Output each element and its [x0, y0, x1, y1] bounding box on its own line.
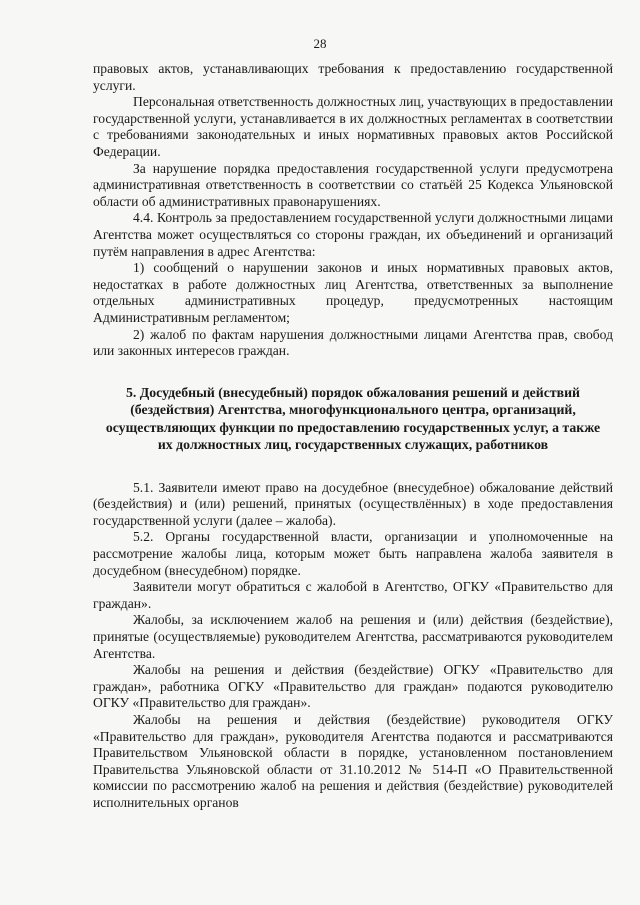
document-body — [93, 61, 613, 812]
paragraph-4-4: 4.4. Контроль за предоставлением государственной услуги должностными лицами Агентства может осуществляться со стороны граждан, их объединений и организаций путём направления в адрес Агентства: — [93, 210, 613, 259]
paragraph-administrative-liability: За нарушение порядка предоставления государственной услуги предусмотрена административная ответственность в соответствии со статьёй 25 Кодекса Ульяновской области об административных правонарушениях. — [93, 160, 613, 209]
page-number: 28 — [313, 36, 327, 51]
paragraph-continuation: правовых актов, устанавливающих требования к предоставлению государственной услуги. — [93, 61, 613, 93]
paragraph-5-2: 5.2. Органы государственной власти, организации и уполномоченные на рассмотрение жалобы лица, которым может быть направлена жалоба заявителя в досудебном (внесудебном) порядке. — [93, 529, 613, 578]
paragraph-item-1: 1) сообщений о нарушении законов и иных нормативных правовых актов, недостатках в работе должностных лиц Агентства, ответственных за выполнение отдельных административных процедур, предусмотренных настоящим Административным регламентом; — [93, 260, 613, 325]
paragraph-complaints-ogku: Жалобы на решения и действия (бездействие) ОГКУ «Правительство для граждан», работника ОГКУ «Правительство для граждан» подаются руководителю ОГКУ «Правительство для граждан». — [93, 662, 613, 711]
paragraph-complaints-government: Жалобы на решения и действия (бездействие) руководителя ОГКУ «Правительство для граждан», руководителя Агентства подаются и рассматриваются Правительством Ульяновской области в порядке, установленном постановлением Правительства Ульяновской области от 31.10.2012 № 514-П «О Правительственной комиссии по рассмотрению жалоб на решения и действия (бездействие) руководителей исполнительных органов — [93, 712, 613, 810]
paragraph-item-2: 2) жалоб по фактам нарушения должностными лицами Агентства прав, свобод или законных интересов граждан. — [93, 326, 613, 359]
section-5-heading: 5. Досудебный (внесудебный) порядок обжалования решений и действий (бездействия) Агентства, многофункционального центра, организаций, осуществляющих функции по предоставлению государственных услуг, а также их должностных лиц, государственных служащих, работников — [105, 384, 601, 453]
paragraph-personal-responsibility: Персональная ответственность должностных лиц, участвующих в предоставлении государственной услуги, устанавливается в их должностных регламентах в соответствии с требованиями законодательных и иных нормативных правовых актов Российской Федерации. — [93, 94, 613, 159]
paragraph-complaints-agency: Жалобы, за исключением жалоб на решения и (или) действия (бездействие), принятые (осуществляемые) руководителем Агентства, рассматриваются руководителем Агентства. — [93, 612, 613, 661]
paragraph-5-1: 5.1. Заявители имеют право на досудебное (внесудебное) обжалование действий (бездействия) и (или) решений, принятых (осуществлённых) в ходе предоставления государственной услуги (далее – жалоба). — [93, 479, 613, 528]
paragraph-applicants: Заявители могут обратиться с жалобой в Агентство, ОГКУ «Правительство для граждан». — [93, 579, 613, 611]
